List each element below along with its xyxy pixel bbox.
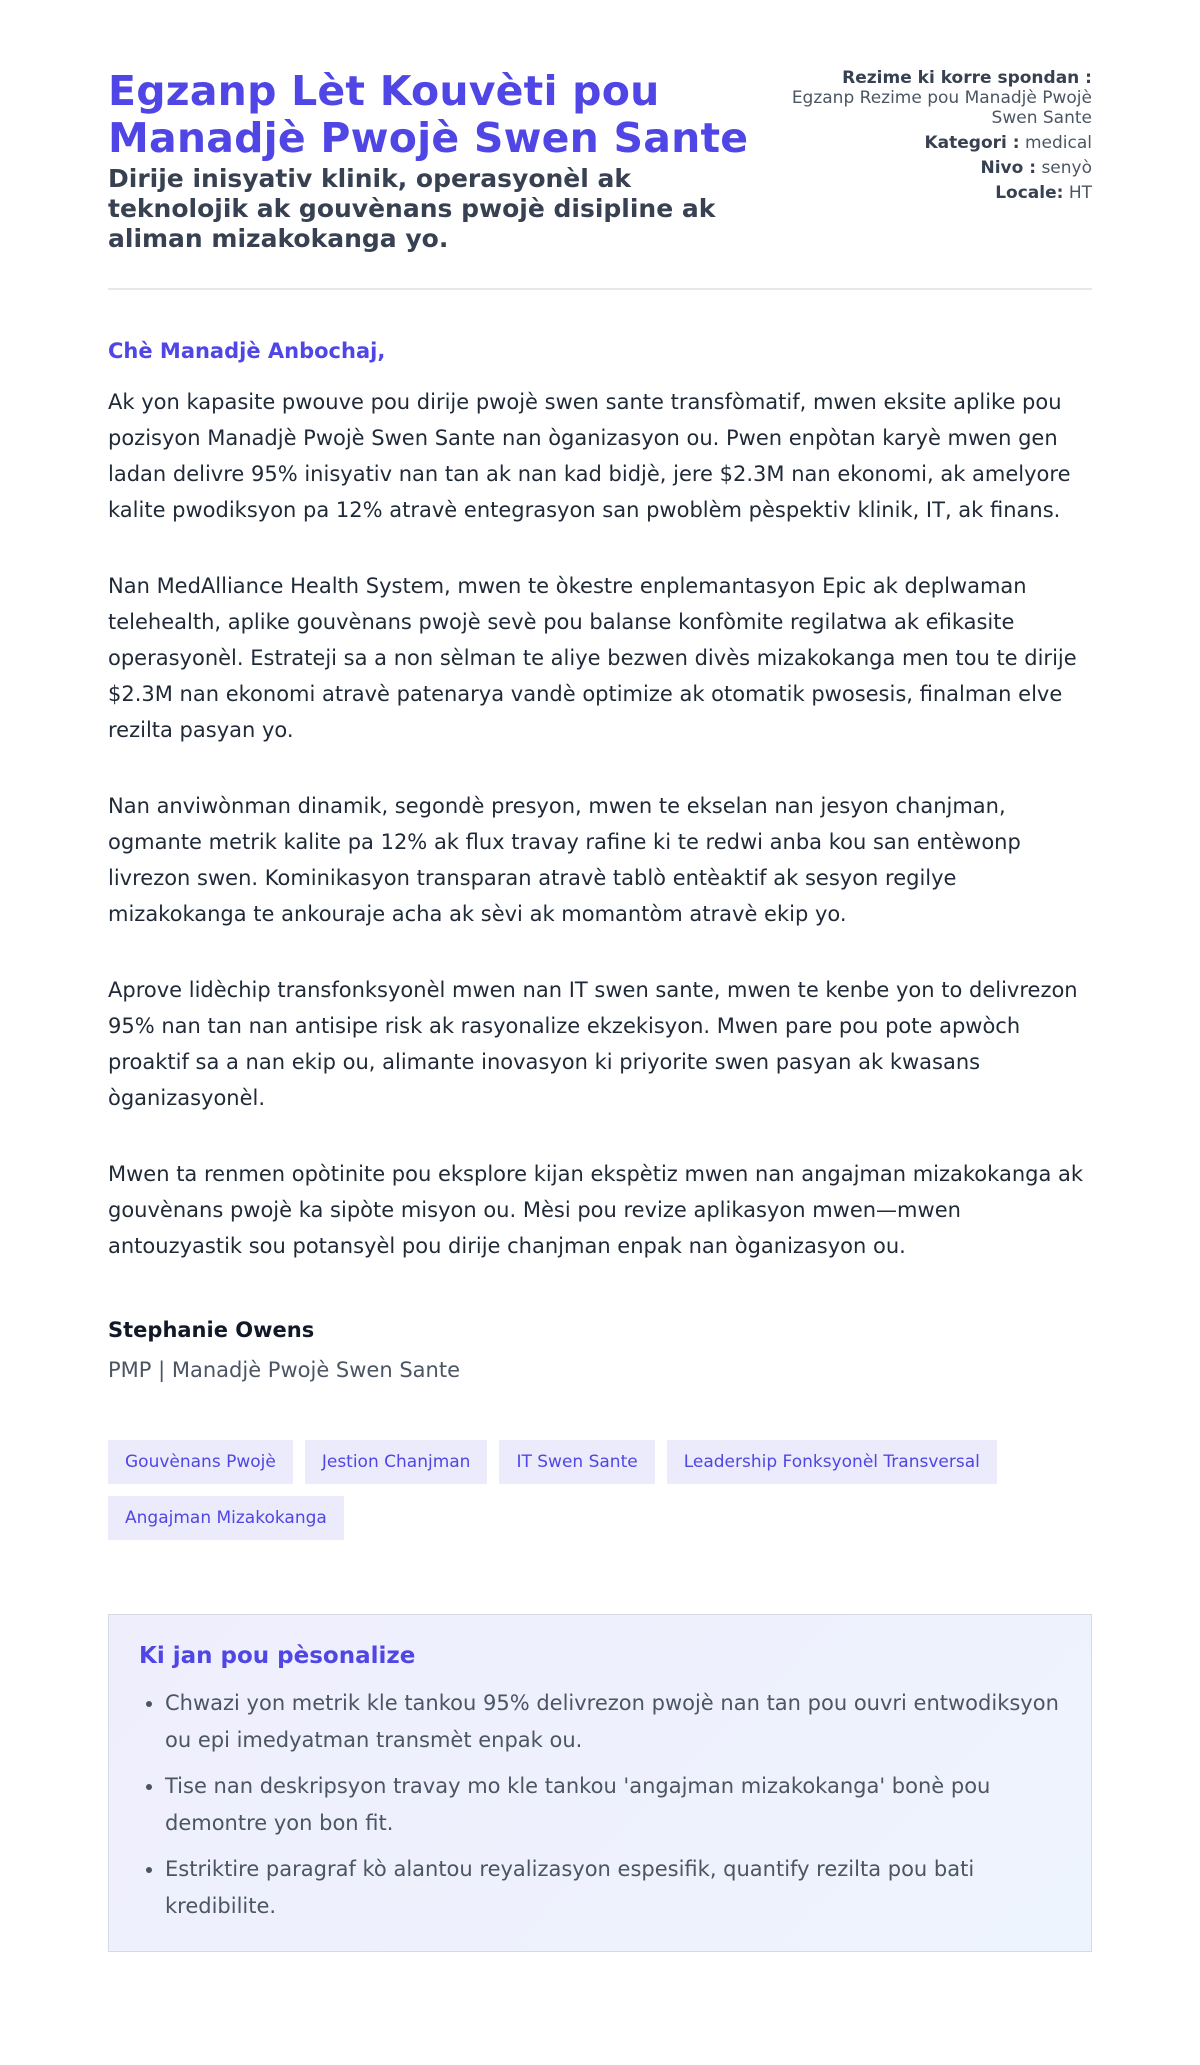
meta-block xyxy=(764,68,1092,208)
title-block xyxy=(108,68,764,254)
skill-tag[interactable]: IT Swen Sante xyxy=(499,1440,654,1484)
signature-title: PMP | Manadjè Pwojè Swen Sante xyxy=(108,1358,460,1382)
meta-level-label: Nivo : xyxy=(980,158,1037,178)
signature-name: Stephanie Owens xyxy=(108,1318,315,1342)
meta-level xyxy=(764,158,1092,178)
tip-item: • Chwazi yon metrik kle tankou 95% delivrezon pwojè nan tan pou ouvri entwodiksyon ou epi imedyatman transmèt enpak ou. xyxy=(165,1685,1061,1759)
letter-paragraph: Nan MedAlliance Health System, mwen te òkestre enplemantasyon Epic ak deplwaman telehealth, aplike gouvènans pwojè sevè pou balanse konfòmite regilatwa ak efikasite operasyonèl. Estrateji sa a non sèlman te aliye bezwen divès mizakokanga men tou te dirije $2.3M nan ekonomi atravè patenarya vandè optimize ak otomatik pwosesis, finalman elve rezilta pasyan yo. xyxy=(108,574,1077,742)
meta-locale xyxy=(764,183,1092,203)
skill-tag[interactable]: Angajman Mizakokanga xyxy=(108,1496,344,1540)
salutation: Chè Manadjè Anbochaj, xyxy=(108,339,386,363)
skill-tag[interactable]: Gouvènans Pwojè xyxy=(108,1440,293,1484)
meta-category xyxy=(764,133,1092,153)
letter-paragraph: Aprove lidèchip transfonksyonèl mwen nan IT swen sante, mwen te kenbe yon to delivrezon 95% nan tan nan antisipe risk ak rasyonalize ekzekisyon. Mwen pare pou pote apwòch proaktif sa a nan ekip ou, alimante inovasyon ki priyorite swen pasyan ak kwasans òganizasyonèl. xyxy=(108,978,1078,1110)
page-subtitle: Dirije inisyativ klinik, operasyonèl ak teknolojik ak gouvènans pwojè disipline ak aliman mizakokanga yo. xyxy=(108,164,716,253)
meta-resume-label: Rezime ki korre spondan : xyxy=(842,68,1092,88)
tip-item: • Tise nan deskripsyon travay mo kle tankou 'angajman mizakokanga' bonè pou demontre yon bon fit. xyxy=(165,1768,1061,1842)
tips-title: Ki jan pou pèsonalize xyxy=(139,1643,416,1669)
meta-category-label: Kategori : xyxy=(924,133,1020,153)
meta-resume xyxy=(764,68,1092,128)
letter-header xyxy=(108,68,1092,290)
meta-level-value: senyò xyxy=(1041,158,1092,178)
meta-locale-value: HT xyxy=(1068,183,1092,203)
meta-category-value: medical xyxy=(1024,133,1092,153)
signature-block xyxy=(108,1316,1092,1384)
tips-list xyxy=(139,1685,1061,1925)
customization-tips-box xyxy=(108,1614,1092,1952)
skill-tag[interactable]: Leadership Fonksyonèl Transversal xyxy=(667,1440,997,1484)
letter-paragraph: Mwen ta renmen opòtinite pou eksplore kijan ekspètiz mwen nan angajman mizakokanga ak gouvènans pwojè ka sipòte misyon ou. Mèsi pou revize aplikasyon mwen—mwen antouzyastik sou potansyèl pou dirije chanjman enpak nan òganizasyon ou. xyxy=(108,1162,1084,1258)
tip-item: • Estriktire paragraf kò alantou reyalizasyon espesifik, quantify rezilta pou bati kredibilite. xyxy=(165,1851,1061,1925)
page-title: Egzanp Lèt Kouvèti pou Manadjè Pwojè Swen Sante xyxy=(108,67,749,162)
meta-resume-link[interactable]: Egzanp Rezime pou Manadjè Pwojè Swen Sante xyxy=(791,88,1092,128)
meta-locale-label: Locale: xyxy=(995,183,1064,203)
skill-tag[interactable]: Jestion Chanjman xyxy=(305,1440,488,1484)
letter-paragraph: Nan anviwònman dinamik, segondè presyon, mwen te ekselan nan jesyon chanjman, ogmante metrik kalite pa 12% ak flux travay rafine ki te redwi anba kou san entèwonp livrezon swen. Kominikasyon transparan atravè tablò entèaktif ak sesyon regilye mizakokanga te ankouraje acha ak sèvi ak momantòm atravè ekip yo. xyxy=(108,794,1021,926)
letter-body xyxy=(108,338,1092,1264)
letter-paragraph: Ak yon kapasite pwouve pou dirije pwojè swen sante transfòmatif, mwen eksite aplike pou pozisyon Manadjè Pwojè Swen Sante nan òganizasyon ou. Pwen enpòtan karyè mwen gen ladan delivre 95% inisyativ nan tan ak nan kad bidjè, jere $2.3M nan ekonomi, ak amelyore kalite pwodiksyon pa 12% atravè entegrasyon san pwoblèm pèspektiv klinik, IT, ak finans. xyxy=(108,390,1071,522)
skill-tags xyxy=(108,1440,1048,1540)
